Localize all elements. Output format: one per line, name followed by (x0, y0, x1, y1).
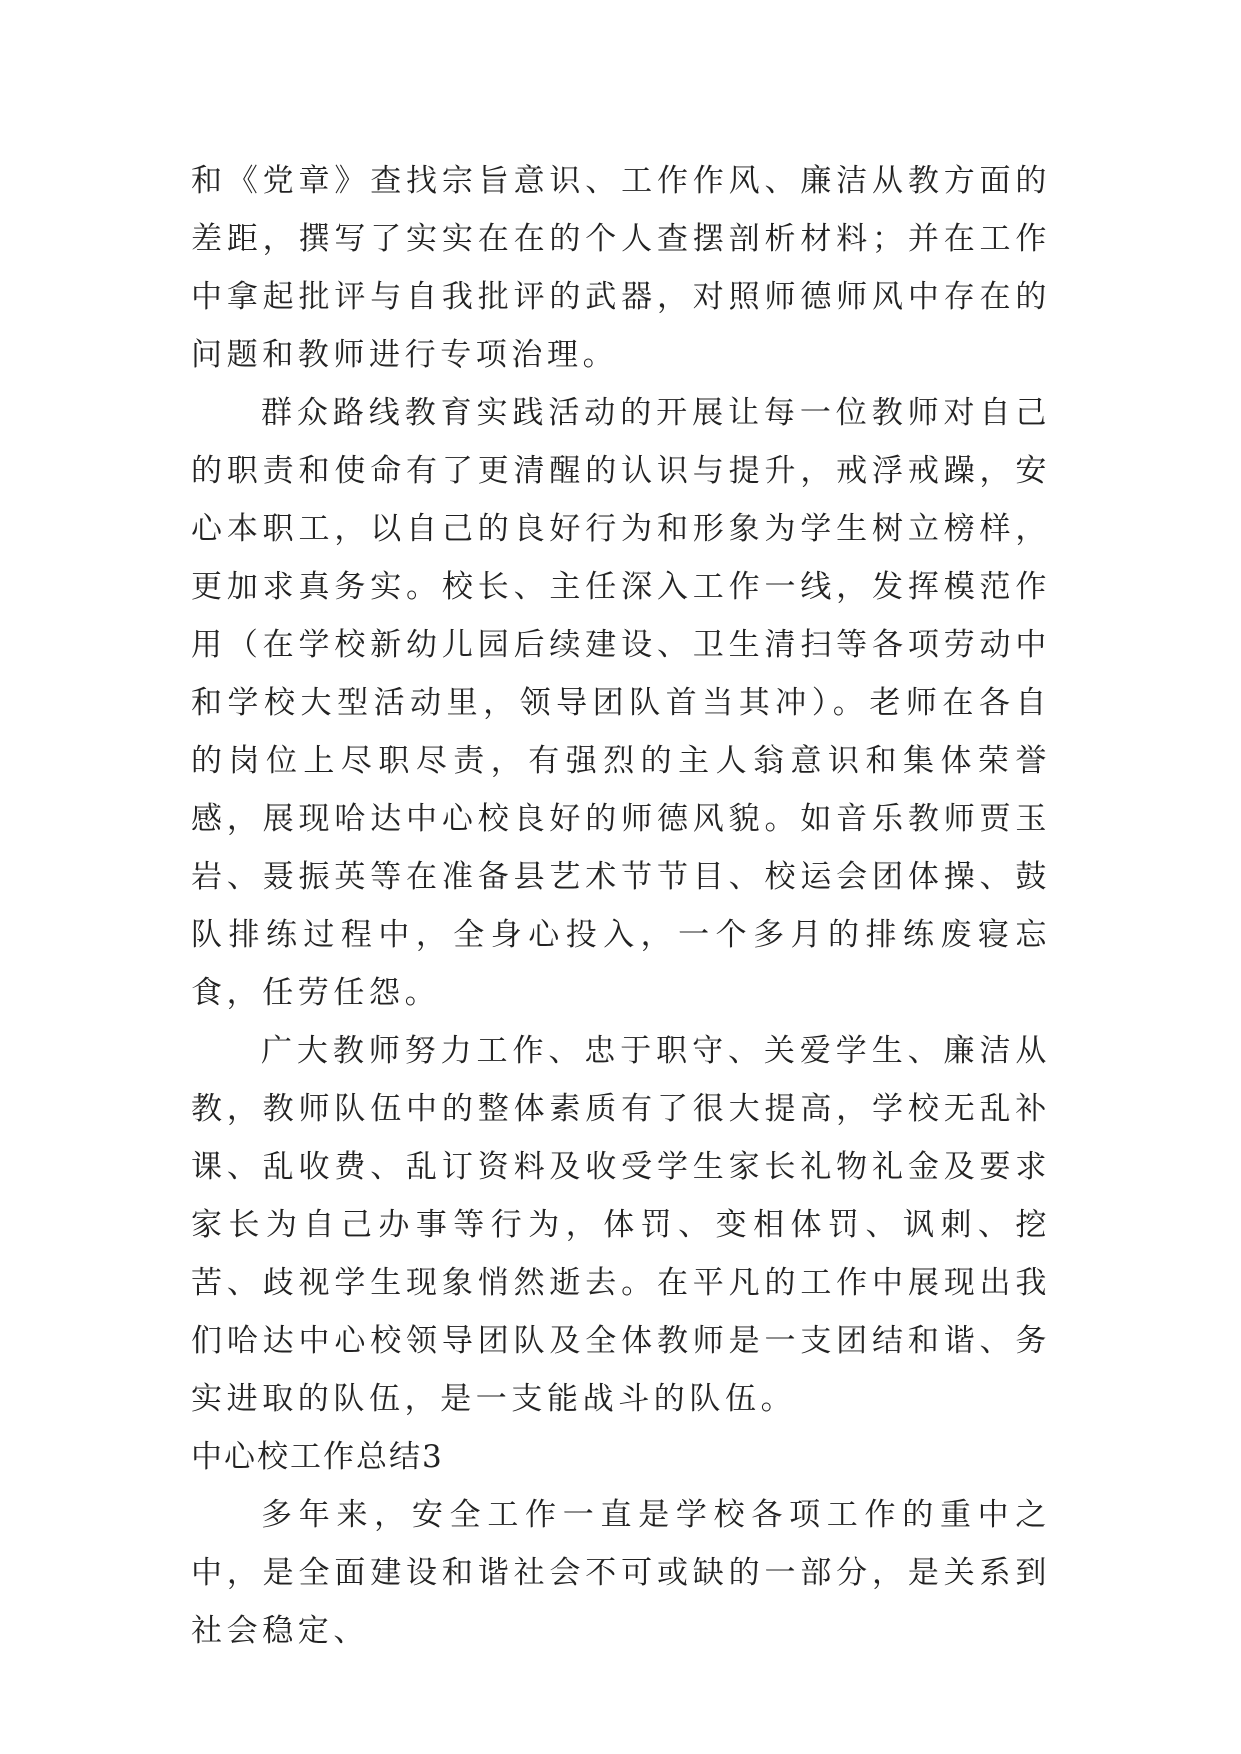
section-heading: 中心校工作总结3 (191, 1439, 444, 1475)
paragraph-2: 群众路线教育实践活动的开展让每一位教师对自己的职责和使命有了更清醒的认识与提升，戒浮戒躁，安心本职工，以自己的良好行为和形象为学生树立榜样，更加求真务实。校长、主任深入工作一线，发挥模范作用（在学校新幼儿园后续建设、卫生清扫等各项劳动中和学校大型活动里，领导团队首当其冲）。老师在各自的岗位上尽职尽责，有强烈的主人翁意识和集体荣誉感，展现哈达中心校良好的师德风貌。如音乐教师贾玉岩、聂振英等在准备县艺术节节目、校运会团体操、鼓队排练过程中，全身心投入，一个多月的排练废寝忘食，任劳任怨。 (191, 395, 1051, 1011)
paragraph-4: 多年来，安全工作一直是学校各项工作的重中之中，是全面建设和谐社会不可或缺的一部分，是关系到社会稳定、 (191, 1497, 1051, 1649)
paragraph-3: 广大教师努力工作、忠于职守、关爱学生、廉洁从教，教师队伍中的整体素质有了很大提高，学校无乱补课、乱收费、乱订资料及收受学生家长礼物礼金及要求家长为自己办事等行为，体罚、变相体罚、讽刺、挖苦、歧视学生现象悄然逝去。在平凡的工作中展现出我们哈达中心校领导团队及全体教师是一支团结和谐、务实进取的队伍，是一支能战斗的队伍。 (191, 1033, 1051, 1417)
document-body (191, 152, 1051, 1660)
paragraph-1: 和《党章》查找宗旨意识、工作作风、廉洁从教方面的差距，撰写了实实在在的个人查摆剖析材料；并在工作中拿起批评与自我批评的武器，对照师德师风中存在的问题和教师进行专项治理。 (191, 163, 1051, 373)
